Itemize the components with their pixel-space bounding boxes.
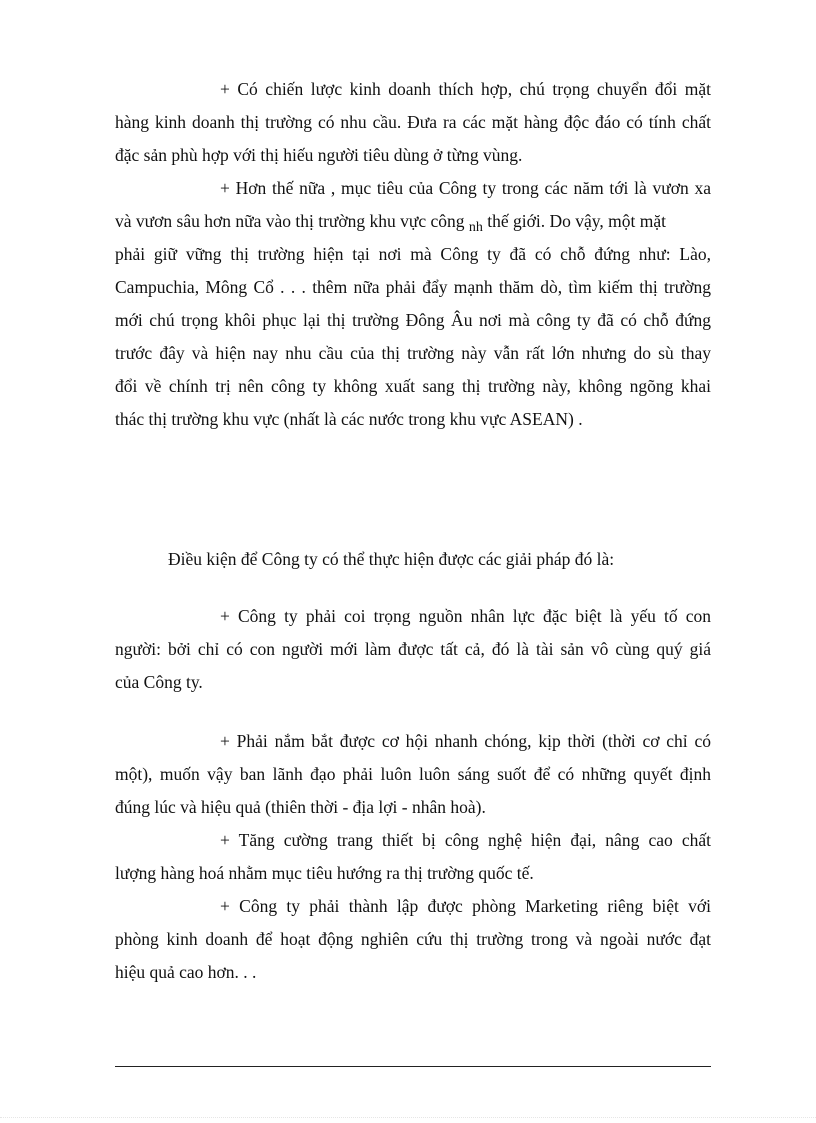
paragraph-4-line-1: + Phải nắm bắt được cơ hội nhanh chóng, kịp thời (thời cơ chỉ có: [220, 731, 711, 751]
paragraph-3-line-2: người: bởi chỉ có con người mới làm được tất cả, đó là tài sản vô cùng quý giá: [115, 639, 711, 659]
paragraph-1-line-1: + Có chiến lược kinh doanh thích hợp, chú trọng chuyển đổi mặt: [220, 79, 711, 99]
page-edge-divider: [0, 1117, 816, 1118]
paragraph-2-line-3: phải giữ vững thị trường hiện tại nơi mà Công ty đã có chỗ đứng như: Lào,: [115, 244, 711, 264]
conditions-heading: Điều kiện để Công ty có thể thực hiện được các giải pháp đó là:: [168, 549, 615, 569]
paragraph-2-line-4: Campuchia, Mông Cổ . . . thêm nữa phải đẩy mạnh thăm dò, tìm kiếm thị trường: [115, 277, 711, 297]
paragraph-2-line-6: trước đây và hiện nay nhu cầu của thị trường này vẫn rất lớn nhưng do sù thay: [115, 343, 711, 363]
paragraph-2-line-8: thác thị trường khu vực (nhất là các nước trong khu vực ASEAN) .: [115, 409, 583, 429]
paragraph-4-line-3: đúng lúc và hiệu quả (thiên thời - địa lợi - nhân hoà).: [115, 797, 486, 817]
paragraph-3-line-3: của Công ty.: [115, 672, 203, 692]
paragraph-2-line-1: + Hơn thế nữa , mục tiêu của Công ty trong các năm tới là vươn xa: [220, 178, 711, 198]
paragraph-2-line-2-tail: thế giới. Do vậy, một mặt: [487, 211, 666, 231]
footer-rule: [115, 1066, 711, 1067]
paragraph-4-line-2: một), muốn vậy ban lãnh đạo phải luôn luôn sáng suốt để có những quyết định: [115, 764, 711, 784]
paragraph-2-line-7: đổi về chính trị nên công ty không xuất sang thị trường này, không ngõng khai: [115, 376, 711, 396]
paragraph-2-line-2: [115, 210, 711, 235]
paragraph-1-line-3: đặc sản phù hợp với thị hiếu người tiêu dùng ở từng vùng.: [115, 145, 523, 165]
paragraph-2-stray-subscript: nh: [468, 220, 483, 235]
paragraph-5-line-2: lượng hàng hoá nhằm mục tiêu hướng ra thị trường quốc tế.: [115, 863, 534, 883]
paragraph-6-line-2: phòng kinh doanh để hoạt động nghiên cứu thị trường trong và ngoài nước đạt: [115, 929, 711, 949]
paragraph-5-line-1: + Tăng cường trang thiết bị công nghệ hiện đại, nâng cao chất: [220, 830, 711, 850]
paragraph-6-line-1: + Công ty phải thành lập được phòng Marketing riêng biệt với: [220, 896, 711, 916]
paragraph-1-line-2: hàng kinh doanh thị trường có nhu cầu. Đưa ra các mặt hàng độc đáo có tính chất: [115, 112, 711, 132]
paragraph-3-line-1: + Công ty phải coi trọng nguồn nhân lực đặc biệt là yếu tố con: [220, 606, 711, 626]
paragraph-2-line-2-text: và vươn sâu hơn nữa vào thị trường khu vực công: [115, 211, 465, 231]
paragraph-2-line-5: mới chú trọng khôi phục lại thị trường Đông Âu nơi mà công ty đã có chỗ đứng: [115, 310, 711, 330]
paragraph-6-line-3: hiệu quả cao hơn. . .: [115, 962, 257, 982]
